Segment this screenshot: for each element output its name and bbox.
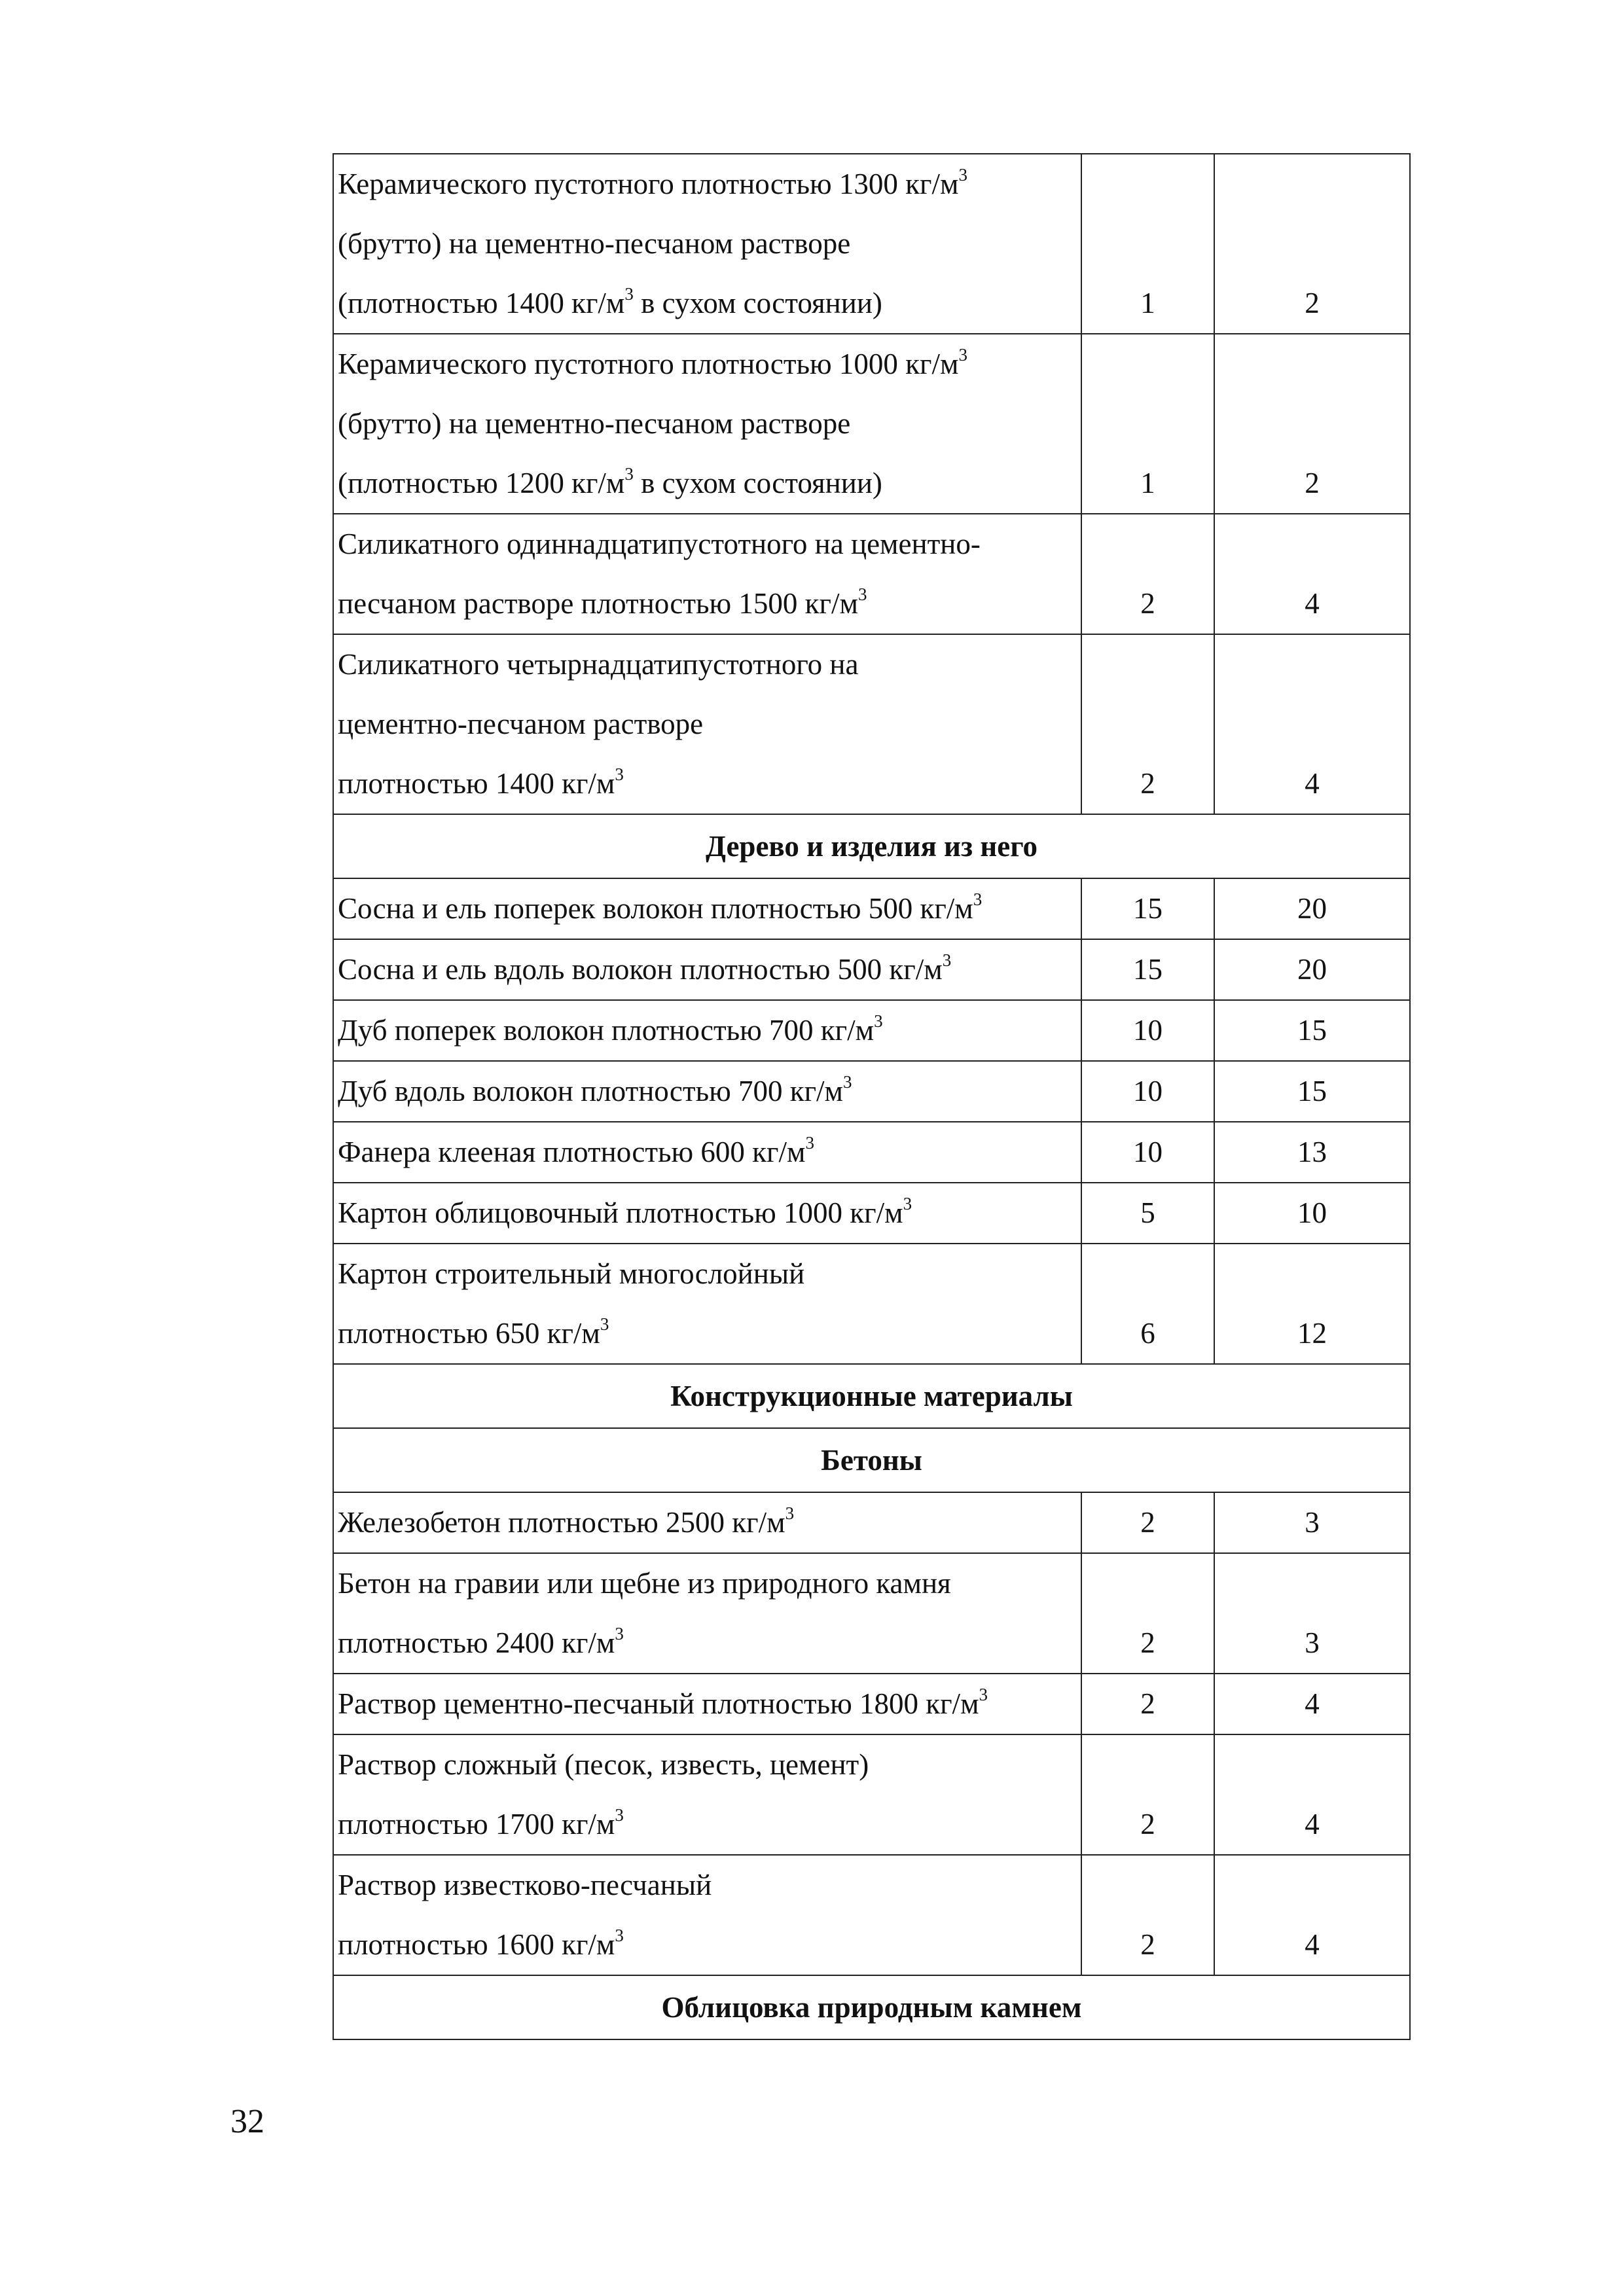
description-line: Керамического пустотного плотностью 1000 $кг/м^3$ bbox=[338, 344, 967, 380]
section-header-row bbox=[333, 1975, 1410, 2039]
value-column-2: 4 bbox=[1214, 1674, 1410, 1734]
material-description bbox=[333, 1061, 1081, 1122]
value-column-1: 1 bbox=[1081, 334, 1214, 514]
materials-table bbox=[333, 153, 1411, 2040]
value-column-2: 13 bbox=[1214, 1122, 1410, 1183]
value-column-1: 2 bbox=[1081, 1734, 1214, 1855]
value-column-2: 4 bbox=[1214, 634, 1410, 814]
table-row bbox=[333, 1492, 1410, 1553]
material-description bbox=[333, 878, 1081, 939]
value-column-1: 2 bbox=[1081, 1855, 1214, 1975]
value-column-2: 20 bbox=[1214, 878, 1410, 939]
table-row bbox=[333, 1674, 1410, 1734]
value-column-1: 1 bbox=[1081, 154, 1214, 334]
table-row bbox=[333, 334, 1410, 514]
table-row bbox=[333, 1122, 1410, 1183]
description-line: плотностью 1700 $кг/м^3$ bbox=[338, 1804, 624, 1840]
description-line: Дуб вдоль волокон плотностью 700 $кг/м^3$ bbox=[338, 1071, 852, 1107]
value-column-2: 10 bbox=[1214, 1183, 1410, 1244]
value-column-1: 10 bbox=[1081, 1122, 1214, 1183]
description-line: Картон облицовочный плотностью 1000 $кг/м^3$ bbox=[338, 1193, 912, 1229]
section-title: Облицовка природным камнем bbox=[333, 1975, 1410, 2039]
section-title: Дерево и изделия из него bbox=[333, 814, 1410, 878]
description-line: Дуб поперек волокон плотностью 700 $кг/м^3$ bbox=[338, 1011, 883, 1047]
material-description bbox=[333, 1122, 1081, 1183]
value-column-1: 2 bbox=[1081, 514, 1214, 634]
material-description bbox=[333, 634, 1081, 814]
description-line: Сосна и ель вдоль волокон плотностью 500 $кг/м^3$ bbox=[338, 950, 952, 986]
table-row bbox=[333, 1061, 1410, 1122]
material-description bbox=[333, 1244, 1081, 1364]
description-line: плотностью 2400 $кг/м^3$ bbox=[338, 1623, 624, 1659]
value-column-1: 2 bbox=[1081, 1553, 1214, 1674]
table-row bbox=[333, 1183, 1410, 1244]
description-line: плотностью 1600 $кг/м^3$ bbox=[338, 1925, 624, 1961]
value-column-1: 2 bbox=[1081, 634, 1214, 814]
description-line: Фанера клееная плотностью 600 $кг/м^3$ bbox=[338, 1132, 814, 1168]
description-line: Силикатного одиннадцатипустотного на цементно- bbox=[338, 528, 981, 560]
value-column-2: 4 bbox=[1214, 1855, 1410, 1975]
value-column-1: 15 bbox=[1081, 878, 1214, 939]
table-row bbox=[333, 154, 1410, 334]
value-column-1: 10 bbox=[1081, 1000, 1214, 1061]
value-column-1: 10 bbox=[1081, 1061, 1214, 1122]
description-line: (брутто) на цементно-песчаном растворе bbox=[338, 407, 851, 440]
value-column-2: 2 bbox=[1214, 334, 1410, 514]
material-description bbox=[333, 939, 1081, 1000]
value-column-2: 15 bbox=[1214, 1061, 1410, 1122]
description-line: плотностью 650 $кг/м^3$ bbox=[338, 1314, 609, 1350]
description-line: песчаном растворе плотностью 1500 $кг/м^3$ bbox=[338, 584, 867, 620]
material-description bbox=[333, 1000, 1081, 1061]
table-row bbox=[333, 1734, 1410, 1855]
material-description bbox=[333, 1553, 1081, 1674]
section-header-row bbox=[333, 814, 1410, 878]
materials-table-body bbox=[333, 154, 1410, 2039]
value-column-2: 12 bbox=[1214, 1244, 1410, 1364]
table-row bbox=[333, 1000, 1410, 1061]
description-line: Бетон на гравии или щебне из природного камня bbox=[338, 1567, 951, 1600]
material-description bbox=[333, 1734, 1081, 1855]
material-description bbox=[333, 1183, 1081, 1244]
value-column-2: 3 bbox=[1214, 1553, 1410, 1674]
material-description bbox=[333, 334, 1081, 514]
description-line: Железобетон плотностью 2500 $кг/м^3$ bbox=[338, 1503, 795, 1539]
description-line: (плотностью 1200 $кг/м^3$ в сухом состоянии) bbox=[338, 463, 882, 499]
section-title: Конструкционные материалы bbox=[333, 1364, 1410, 1428]
value-column-1: 2 bbox=[1081, 1492, 1214, 1553]
description-line: (брутто) на цементно-песчаном растворе bbox=[338, 227, 851, 260]
material-description bbox=[333, 1855, 1081, 1975]
description-line: цементно-песчаном растворе bbox=[338, 708, 704, 740]
value-column-1: 2 bbox=[1081, 1674, 1214, 1734]
value-column-2: 4 bbox=[1214, 1734, 1410, 1855]
material-description bbox=[333, 1492, 1081, 1553]
table-row bbox=[333, 1855, 1410, 1975]
description-line: (плотностью 1400 $кг/м^3$ в сухом состоянии) bbox=[338, 283, 882, 319]
material-description bbox=[333, 514, 1081, 634]
value-column-2: 3 bbox=[1214, 1492, 1410, 1553]
section-header-row bbox=[333, 1364, 1410, 1428]
value-column-1: 5 bbox=[1081, 1183, 1214, 1244]
material-description bbox=[333, 154, 1081, 334]
value-column-2: 4 bbox=[1214, 514, 1410, 634]
description-line: Раствор цементно-песчаный плотностью 1800 $кг/м^3$ bbox=[338, 1684, 988, 1720]
value-column-2: 20 bbox=[1214, 939, 1410, 1000]
page-number: 32 bbox=[230, 2103, 264, 2140]
description-line: Раствор известково-песчаный bbox=[338, 1869, 712, 1901]
description-line: Керамического пустотного плотностью 1300 $кг/м^3$ bbox=[338, 164, 967, 200]
description-line: плотностью 1400 $кг/м^3$ bbox=[338, 764, 624, 800]
description-line: Картон строительный многослойный bbox=[338, 1257, 805, 1290]
section-title: Бетоны bbox=[333, 1428, 1410, 1492]
material-description bbox=[333, 1674, 1081, 1734]
value-column-1: 6 bbox=[1081, 1244, 1214, 1364]
description-line: Силикатного четырнадцатипустотного на bbox=[338, 648, 859, 681]
table-row bbox=[333, 878, 1410, 939]
value-column-1: 15 bbox=[1081, 939, 1214, 1000]
table-row bbox=[333, 1553, 1410, 1674]
table-row bbox=[333, 514, 1410, 634]
value-column-2: 2 bbox=[1214, 154, 1410, 334]
section-header-row bbox=[333, 1428, 1410, 1492]
description-line: Сосна и ель поперек волокон плотностью 500 $кг/м^3$ bbox=[338, 889, 983, 925]
table-row bbox=[333, 634, 1410, 814]
table-row bbox=[333, 1244, 1410, 1364]
value-column-2: 15 bbox=[1214, 1000, 1410, 1061]
table-row bbox=[333, 939, 1410, 1000]
description-line: Раствор сложный (песок, известь, цемент) bbox=[338, 1748, 869, 1781]
